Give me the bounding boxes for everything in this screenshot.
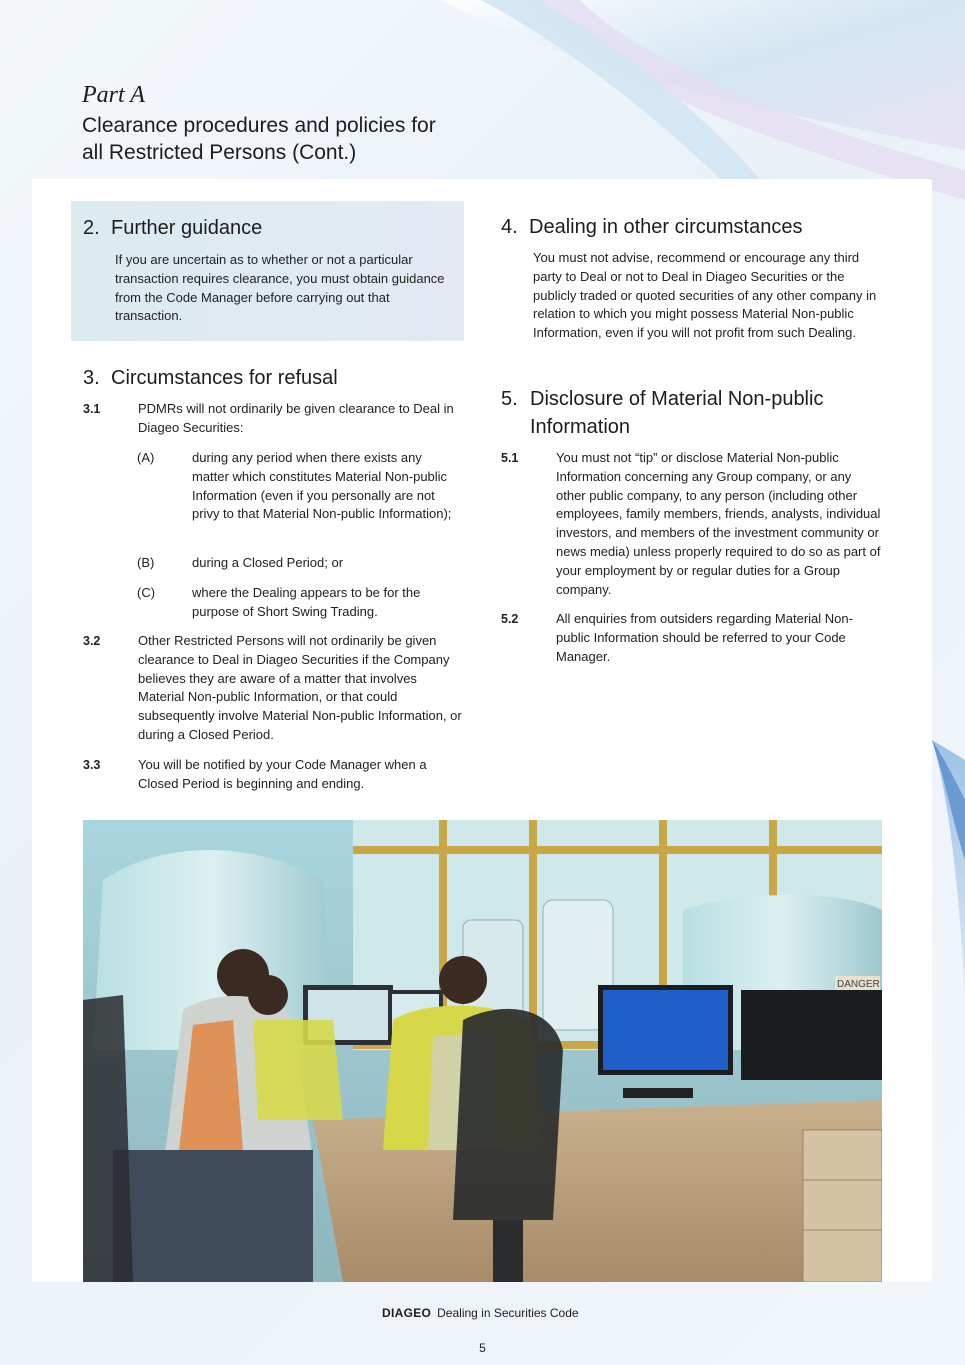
sub-item-label: (B): [137, 555, 155, 570]
clause-number: 3.2: [83, 634, 101, 648]
document-title: Dealing in Securities Code: [437, 1306, 579, 1320]
section-2-text: If you are uncertain as to whether or not a particular transaction requires clearance, you must obtain guidance from the Code Manager before carrying out that transaction.: [115, 252, 445, 324]
footer: [382, 1305, 579, 1321]
page-title: Clearance procedures and policies for all Restricted Persons (Cont.): [82, 114, 436, 164]
clause-text: All enquiries from outsiders regarding Material Non-public Information should be referred to your Code Manager.: [556, 611, 853, 664]
control-room-photo: [83, 820, 882, 1282]
section-3-heading: [83, 364, 338, 392]
page-header: [82, 80, 442, 166]
section-number: 4.: [501, 216, 518, 238]
clause-text: You must not “tip” or disclose Material Non-public Information concerning any Group company, or any other public company, to any person (including other employees, family members, friends, analysts, individual investors, and members of the investment community or news media) unless properly required to do so as part of your employment by or regular duties for a Group company.: [556, 450, 881, 597]
sub-item-text: during any period when there exists any matter which constitutes Material Non-public Information (even if you personally are not privy to that Material Non-public Information);: [192, 450, 452, 522]
clause-number: 3.3: [83, 758, 101, 772]
section-4-text: You must not advise, recommend or encourage any third party to Deal or not to Deal in Diageo Securities or the publicly traded or quoted securities of any other company in relation to which you might possess Material Non-public Information, even if you will not profit from such Dealing.: [533, 250, 877, 341]
danger-sign: DANGER: [837, 979, 880, 990]
section-number: 2.: [83, 217, 100, 239]
part-label: Part A: [82, 82, 145, 108]
section-5-heading: [501, 385, 861, 441]
clause-number: 5.2: [501, 612, 519, 626]
section-2-heading: [83, 214, 262, 242]
sub-item-label: (C): [137, 585, 156, 600]
section-title: Circumstances for refusal: [111, 367, 338, 389]
section-title: Dealing in other circumstances: [529, 216, 803, 238]
clause-text: Other Restricted Persons will not ordinarily be given clearance to Deal in Diageo Securities if the Company believes they are aware of a matter that involves Material Non-public Information, or that could subsequently involve Material Non-public Information, or during a Closed Period.: [138, 633, 462, 742]
control-room-photo-icon: [83, 820, 882, 1282]
section-title: Further guidance: [111, 217, 263, 239]
sub-item-label: (A): [137, 450, 155, 465]
page-number: 5: [479, 1341, 486, 1355]
section-4-heading: [501, 213, 802, 241]
sub-item-text: during a Closed Period; or: [192, 555, 344, 570]
section-number: 3.: [83, 367, 100, 389]
sub-item-text: where the Dealing appears to be for the purpose of Short Swing Trading.: [192, 585, 421, 619]
section-title: Disclosure of Material Non-public Information: [530, 388, 824, 438]
section-number: 5.: [501, 388, 518, 410]
clause-text: You will be notified by your Code Manager when a Closed Period is beginning and ending.: [138, 757, 427, 791]
clause-number: 5.1: [501, 451, 519, 465]
clause-text: PDMRs will not ordinarily be given clearance to Deal in Diageo Securities:: [138, 401, 454, 435]
clause-number: 3.1: [83, 402, 101, 416]
diageo-logo: DIAGEO: [382, 1306, 432, 1320]
